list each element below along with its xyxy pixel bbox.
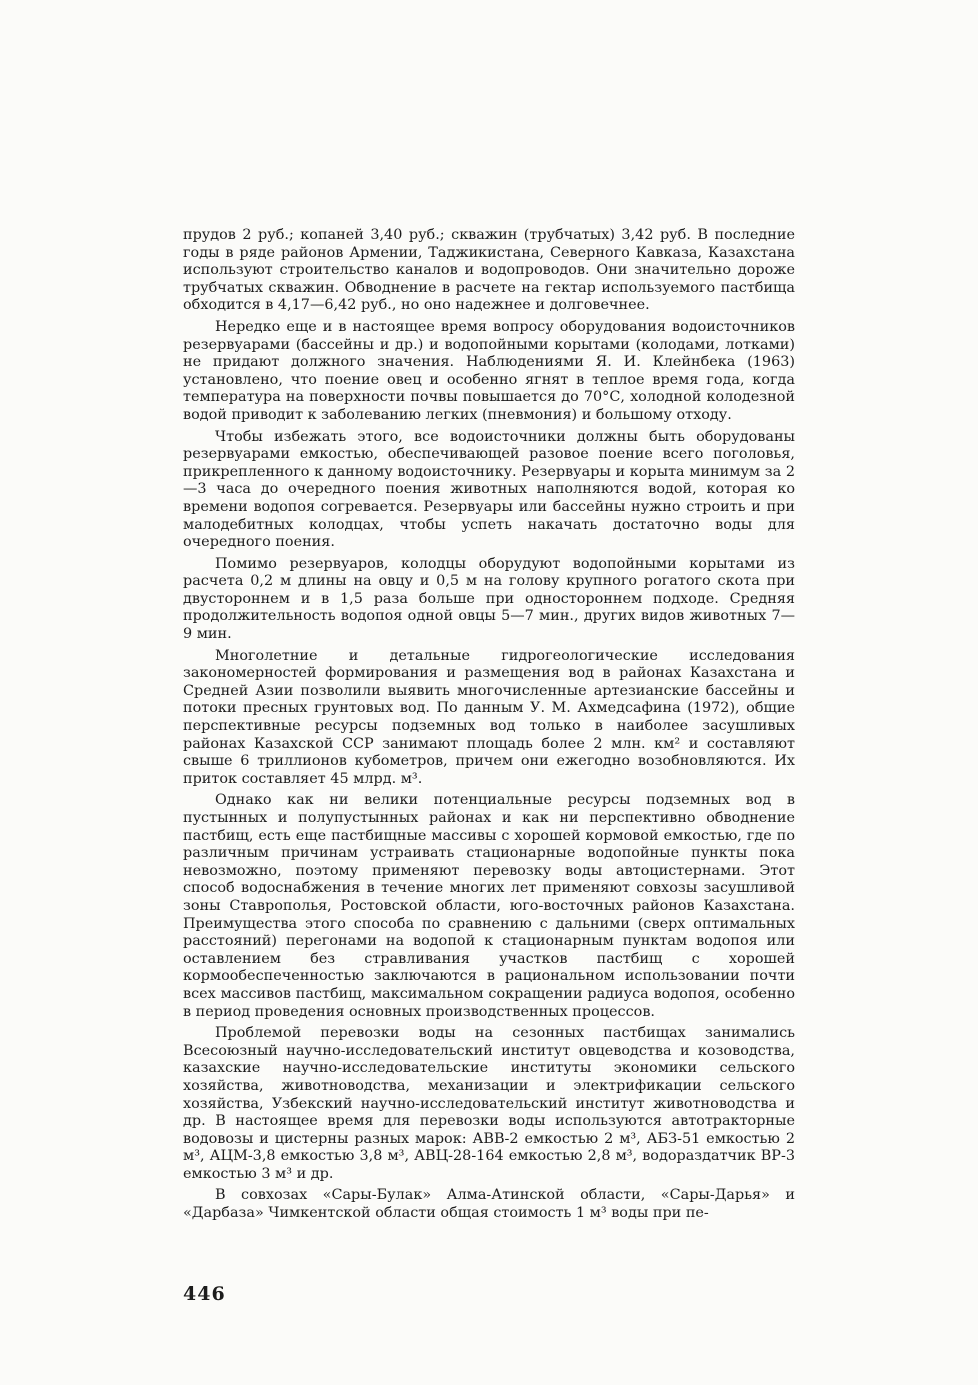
paragraph-2: Нередко еще и в настоящее время вопросу оборудования водоисточников резервуарами (бассейны и др.) и водопойными корытами (колодами, лотками) не придают должного значения. Наблюдениями Я. И. Клейнбека (1963) установлено, что поение овец и особенно ягнят в теплое время года, когда температура на поверхности почвы повышается до 70°С, холодной колодезной водой приводит к заболеванию легких (пневмония) и большому отходу. xyxy=(183,318,795,423)
page-number: 446 xyxy=(183,1283,226,1305)
paragraph-3: Чтобы избежать этого, все водоисточники должны быть оборудованы резервуарами емкостью, обеспечивающей разовое поение всего поголовья, прикрепленного к данному водоисточнику. Резервуары и корыта минимум за 2—3 часа до очередного поения животных наполняются водой, которая ко времени водопоя согревается. Резервуары или бассейны нужно строить и при малодебитных колодцах, чтобы успеть накачать достаточно воды для очередного поения. xyxy=(183,428,795,551)
paragraph-4: Помимо резервуаров, колодцы оборудуют водопойными корытами из расчета 0,2 м длины на овцу и 0,5 м на голову крупного рогатого скота при двустороннем и в 1,5 раза больше при одностороннем подходе. Средняя продолжительность водопоя одной овцы 5—7 мин., других видов животных 7—9 мин. xyxy=(183,555,795,643)
paragraph-8: В совхозах «Сары-Булак» Алма-Атинской области, «Сары-Дарья» и «Дарбаза» Чимкентской области общая стоимость 1 м³ воды при пе- xyxy=(183,1187,795,1222)
paragraph-5: Многолетние и детальные гидрогеологические исследования закономерностей формирования и размещения вод в районах Казахстана и Средней Азии позволили выявить многочисленные артезианские бассейны и потоки пресных грунтовых вод. По данным У. М. Ахмедсафина (1972), общие перспективные ресурсы подземных вод только в наиболее засушливых районах Казахской ССР занимают площадь более 2 млн. км² и составляют свыше 6 триллионов кубометров, причем они ежегодно возобновляются. Их приток составляет 45 млрд. м³. xyxy=(183,647,795,787)
body-text xyxy=(183,227,795,1227)
paragraph-1: прудов 2 руб.; копаней 3,40 руб.; скважин (трубчатых) 3,42 руб. В последние годы в ряде районов Армении, Таджикистана, Северного Кавказа, Казахстана используют строительство каналов и водопроводов. Они значительно дороже трубчатых скважин. Обводнение в расчете на гектар используемого пастбища обходится в 4,17—6,42 руб., но оно надежнее и долговечнее. xyxy=(183,227,795,314)
paragraph-6: Однако как ни велики потенциальные ресурсы подземных вод в пустынных и полупустынных районах и как ни перспективно обводнение пастбищ, есть еще пастбищные массивы с хорошей кормовой емкостью, где по различным причинам устраивать стационарные водопойные пункты пока невозможно, поэтому применяют перевозку воды автоцистернами. Этот способ водоснабжения в течение многих лет применяют совхозы засушливой зоны Ставрополья, Ростовской области, юго-восточных районов Казахстана. Преимущества этого способа по сравнению с дальними (сверх оптимальных расстояний) перегонами на водопой к стационарным пунктам водопоя или оставлением без стравливания участков пастбищ с хорошей кормообеспеченностью заключаются в рациональном использовании почти всех массивов пастбищ, максимальном сокращении радиуса водопоя, особенно в период проведения основных производственных процессов. xyxy=(183,792,795,1020)
paragraph-7: Проблемой перевозки воды на сезонных пастбищах занимались Всесоюзный научно-исследовательский институт овцеводства и козоводства, казахские научно-исследовательские институты экономики сельского хозяйства, животноводства, механизации и электрификации сельского хозяйства, Узбекский научно-исследовательский институт животноводства и др. В настоящее время для перевозки воды используются автотракторные водовозы и цистерны разных марок: АВВ-2 емкостью 2 м³, АБЗ-51 емкостью 2 м³, АЦМ-3,8 емкостью 3,8 м³, АВЦ-28-164 емкостью 2,8 м³, водораздатчик ВР-3 емкостью 3 м³ и др. xyxy=(183,1025,795,1182)
